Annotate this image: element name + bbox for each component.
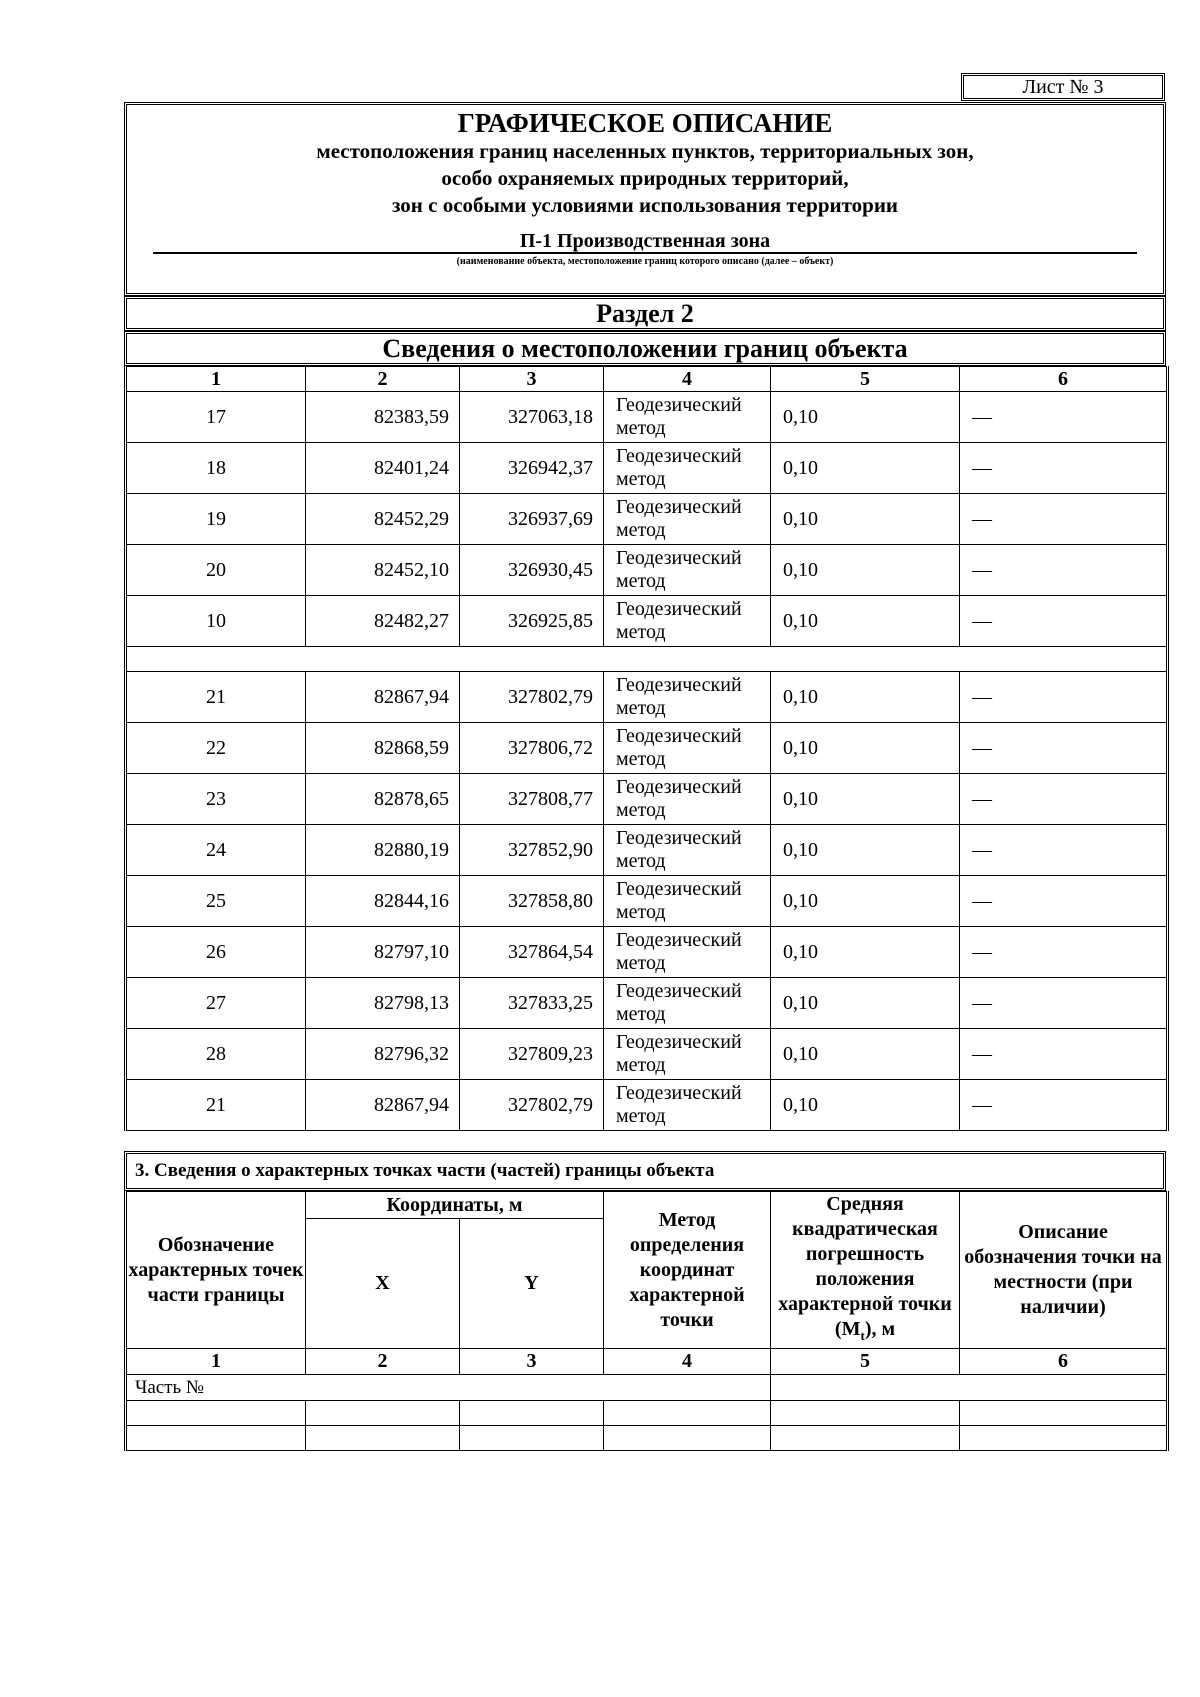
x-coordinate-cell: 82844,16 bbox=[306, 876, 460, 927]
y-coordinate-cell: 327864,54 bbox=[460, 927, 604, 978]
precision-cell: 0,10 bbox=[771, 825, 960, 876]
empty-cell bbox=[460, 1401, 604, 1426]
precision-cell: 0,10 bbox=[771, 876, 960, 927]
empty-row bbox=[126, 1426, 1168, 1451]
col-number-1: 1 bbox=[126, 367, 306, 392]
empty-cell bbox=[126, 1426, 306, 1451]
description-cell: — bbox=[960, 1029, 1168, 1080]
method-cell: Геодезический метод bbox=[604, 1080, 771, 1131]
point-number-cell: 21 bbox=[126, 1080, 306, 1131]
method-cell: Геодезический метод bbox=[604, 774, 771, 825]
y-coordinate-cell: 326942,37 bbox=[460, 443, 604, 494]
x-coordinate-cell: 82452,10 bbox=[306, 545, 460, 596]
table-row bbox=[126, 1080, 1168, 1131]
point-number-cell: 10 bbox=[126, 596, 306, 647]
s3-col-number-3: 3 bbox=[460, 1349, 604, 1375]
table-row bbox=[126, 978, 1168, 1029]
precision-cell: 0,10 bbox=[771, 443, 960, 494]
s3-col-number-6: 6 bbox=[960, 1349, 1168, 1375]
empty-cell bbox=[460, 1426, 604, 1451]
x-coordinate-cell: 82482,27 bbox=[306, 596, 460, 647]
head-precision-text: Средняя квадратическая погрешность положения характерной точки (M bbox=[778, 1193, 952, 1340]
precision-cell: 0,10 bbox=[771, 927, 960, 978]
table-row bbox=[126, 927, 1168, 978]
separator-cell bbox=[126, 647, 1168, 672]
x-coordinate-cell: 82452,29 bbox=[306, 494, 460, 545]
table-row bbox=[126, 672, 1168, 723]
y-coordinate-cell: 327802,79 bbox=[460, 1080, 604, 1131]
head-x: X bbox=[306, 1219, 460, 1349]
precision-cell: 0,10 bbox=[771, 494, 960, 545]
empty-cell bbox=[960, 1426, 1168, 1451]
y-coordinate-cell: 327802,79 bbox=[460, 672, 604, 723]
method-cell: Геодезический метод bbox=[604, 927, 771, 978]
description-cell: — bbox=[960, 978, 1168, 1029]
point-number-cell: 18 bbox=[126, 443, 306, 494]
description-cell: — bbox=[960, 774, 1168, 825]
empty-cell bbox=[771, 1426, 960, 1451]
precision-cell: 0,10 bbox=[771, 596, 960, 647]
y-coordinate-cell: 326937,69 bbox=[460, 494, 604, 545]
head-precision bbox=[771, 1192, 960, 1349]
y-coordinate-cell: 326925,85 bbox=[460, 596, 604, 647]
empty-cell bbox=[604, 1426, 771, 1451]
precision-cell: 0,10 bbox=[771, 545, 960, 596]
method-cell: Геодезический метод bbox=[604, 1029, 771, 1080]
precision-cell: 0,10 bbox=[771, 723, 960, 774]
table-row bbox=[126, 443, 1168, 494]
separator-row bbox=[126, 647, 1168, 672]
s3-col-number-5: 5 bbox=[771, 1349, 960, 1375]
table-row bbox=[126, 774, 1168, 825]
subtitle-line-3: зон с особыми условиями использования территории bbox=[391, 193, 899, 217]
point-number-cell: 24 bbox=[126, 825, 306, 876]
x-coordinate-cell: 82867,94 bbox=[306, 1080, 460, 1131]
method-cell: Геодезический метод bbox=[604, 596, 771, 647]
y-coordinate-cell: 327809,23 bbox=[460, 1029, 604, 1080]
s3-col-number-4: 4 bbox=[604, 1349, 771, 1375]
part-points-table bbox=[124, 1191, 1169, 1451]
description-cell: — bbox=[960, 1080, 1168, 1131]
precision-cell: 0,10 bbox=[771, 978, 960, 1029]
part-row bbox=[126, 1375, 1168, 1401]
precision-cell: 0,10 bbox=[771, 774, 960, 825]
y-coordinate-cell: 327808,77 bbox=[460, 774, 604, 825]
document-header bbox=[124, 102, 1166, 296]
description-cell: — bbox=[960, 825, 1168, 876]
method-cell: Геодезический метод bbox=[604, 825, 771, 876]
empty-cell bbox=[306, 1401, 460, 1426]
sheet-number: Лист № 3 bbox=[961, 73, 1165, 101]
object-note: (наименование объекта, местоположение границ которого описано (далее – объект) bbox=[456, 256, 834, 267]
method-cell: Геодезический метод bbox=[604, 876, 771, 927]
x-coordinate-cell: 82401,24 bbox=[306, 443, 460, 494]
x-coordinate-cell: 82878,65 bbox=[306, 774, 460, 825]
precision-cell: 0,10 bbox=[771, 1029, 960, 1080]
table-row bbox=[126, 723, 1168, 774]
table-row bbox=[126, 392, 1168, 443]
y-coordinate-cell: 327063,18 bbox=[460, 392, 604, 443]
column-number-row bbox=[126, 367, 1168, 392]
method-cell: Геодезический метод bbox=[604, 978, 771, 1029]
point-number-cell: 17 bbox=[126, 392, 306, 443]
s3-col-number-1: 1 bbox=[126, 1349, 306, 1375]
subtitle-line-2: особо охраняемых природных территорий, bbox=[441, 166, 849, 190]
head-y: Y bbox=[460, 1219, 604, 1349]
method-cell: Геодезический метод bbox=[604, 672, 771, 723]
description-cell: — bbox=[960, 927, 1168, 978]
head-coordinates: Координаты, м bbox=[306, 1192, 604, 1219]
x-coordinate-cell: 82797,10 bbox=[306, 927, 460, 978]
description-cell: — bbox=[960, 596, 1168, 647]
point-number-cell: 25 bbox=[126, 876, 306, 927]
point-number-cell: 27 bbox=[126, 978, 306, 1029]
coordinates-table bbox=[124, 366, 1169, 1131]
description-cell: — bbox=[960, 545, 1168, 596]
point-number-cell: 20 bbox=[126, 545, 306, 596]
x-coordinate-cell: 82880,19 bbox=[306, 825, 460, 876]
precision-cell: 0,10 bbox=[771, 392, 960, 443]
x-coordinate-cell: 82798,13 bbox=[306, 978, 460, 1029]
y-coordinate-cell: 326930,45 bbox=[460, 545, 604, 596]
table-row bbox=[126, 876, 1168, 927]
y-coordinate-cell: 327852,90 bbox=[460, 825, 604, 876]
x-coordinate-cell: 82867,94 bbox=[306, 672, 460, 723]
y-coordinate-cell: 327833,25 bbox=[460, 978, 604, 1029]
x-coordinate-cell: 82868,59 bbox=[306, 723, 460, 774]
part-value bbox=[771, 1375, 1168, 1401]
col-number-5: 5 bbox=[771, 367, 960, 392]
y-coordinate-cell: 327858,80 bbox=[460, 876, 604, 927]
description-cell: — bbox=[960, 672, 1168, 723]
point-number-cell: 21 bbox=[126, 672, 306, 723]
precision-cell: 0,10 bbox=[771, 672, 960, 723]
description-cell: — bbox=[960, 443, 1168, 494]
empty-row bbox=[126, 1401, 1168, 1426]
col-number-3: 3 bbox=[460, 367, 604, 392]
table-row bbox=[126, 545, 1168, 596]
section-title: Раздел 2 bbox=[124, 296, 1166, 331]
section3-column-number-row bbox=[126, 1349, 1168, 1375]
x-coordinate-cell: 82383,59 bbox=[306, 392, 460, 443]
method-cell: Геодезический метод bbox=[604, 723, 771, 774]
head-method: Метод определения координат характерной точки bbox=[604, 1192, 771, 1349]
table-row bbox=[126, 596, 1168, 647]
empty-cell bbox=[306, 1426, 460, 1451]
empty-cell bbox=[771, 1401, 960, 1426]
head-point-designation: Обозначение характерных точек части границы bbox=[126, 1192, 306, 1349]
point-number-cell: 22 bbox=[126, 723, 306, 774]
empty-cell bbox=[126, 1401, 306, 1426]
document-title: ГРАФИЧЕСКОЕ ОПИСАНИЕ bbox=[457, 108, 833, 138]
precision-cell: 0,10 bbox=[771, 1080, 960, 1131]
empty-cell bbox=[960, 1401, 1168, 1426]
table-row bbox=[126, 494, 1168, 545]
part-label: Часть № bbox=[126, 1375, 771, 1401]
section3-title: 3. Сведения о характерных точках части (частей) границы объекта bbox=[124, 1151, 1166, 1191]
method-cell: Геодезический метод bbox=[604, 545, 771, 596]
point-number-cell: 23 bbox=[126, 774, 306, 825]
table-row bbox=[126, 825, 1168, 876]
empty-cell bbox=[604, 1401, 771, 1426]
x-coordinate-cell: 82796,32 bbox=[306, 1029, 460, 1080]
s3-col-number-2: 2 bbox=[306, 1349, 460, 1375]
head-description: Описание обозначения точки на местности (при наличии) bbox=[960, 1192, 1168, 1349]
object-name: П-1 Производственная зона bbox=[153, 231, 1137, 254]
y-coordinate-cell: 327806,72 bbox=[460, 723, 604, 774]
method-cell: Геодезический метод bbox=[604, 392, 771, 443]
description-cell: — bbox=[960, 876, 1168, 927]
method-cell: Геодезический метод bbox=[604, 494, 771, 545]
head-precision-sub: t bbox=[860, 1328, 865, 1343]
point-number-cell: 19 bbox=[126, 494, 306, 545]
table-row bbox=[126, 1029, 1168, 1080]
col-number-4: 4 bbox=[604, 367, 771, 392]
section-heading: Сведения о местоположении границ объекта bbox=[124, 331, 1166, 366]
point-number-cell: 26 bbox=[126, 927, 306, 978]
point-number-cell: 28 bbox=[126, 1029, 306, 1080]
description-cell: — bbox=[960, 723, 1168, 774]
description-cell: — bbox=[960, 494, 1168, 545]
col-number-6: 6 bbox=[960, 367, 1168, 392]
head-precision-tail: ), м bbox=[864, 1318, 896, 1340]
subtitle-line-1: местоположения границ населенных пунктов, территориальных зон, bbox=[316, 139, 974, 163]
method-cell: Геодезический метод bbox=[604, 443, 771, 494]
description-cell: — bbox=[960, 392, 1168, 443]
col-number-2: 2 bbox=[306, 367, 460, 392]
